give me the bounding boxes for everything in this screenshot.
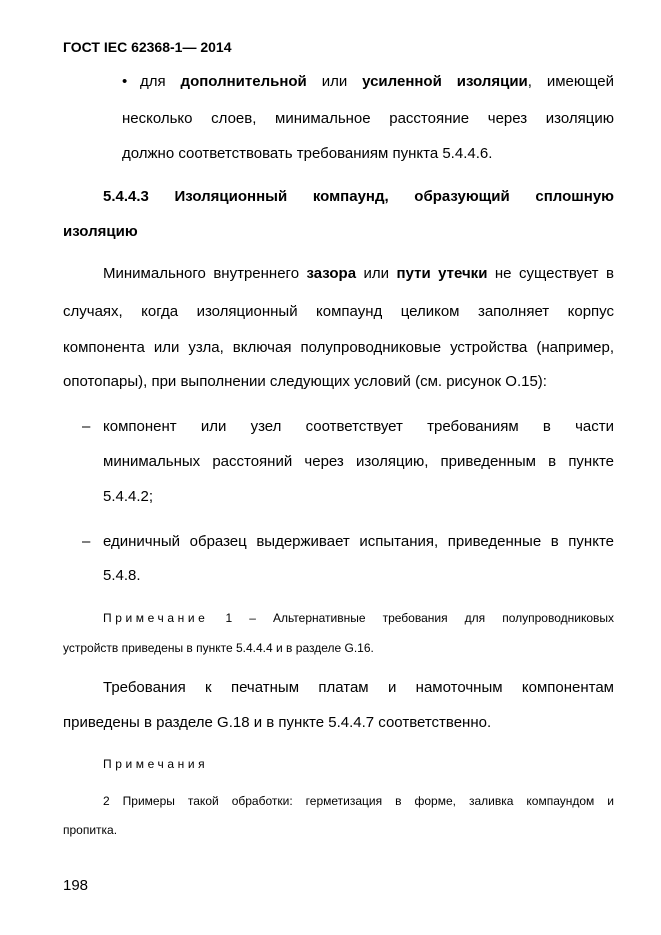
paragraph-2-line-2: приведены в разделе G.18 и в пункте 5.4.4.7 соответственно. (63, 714, 492, 731)
list-item-1-line-2: минимальных расстояний через изоляцию, приведенным в пункте (103, 453, 614, 470)
bullet-line-1 (140, 73, 614, 91)
note-1-line-1 (103, 611, 614, 626)
page-number: 198 (63, 877, 89, 894)
paragraph-1-line-4: опотопары), при выполнении следующих условий (см. рисунок О.15): (63, 373, 547, 390)
notes-label: Примечания (103, 757, 209, 771)
term-reinforced-insulation: усиленной изоляции (362, 73, 528, 90)
note-text: 1 – Альтернативные требования для полупроводниковых (208, 611, 614, 625)
list-item-marker: – (82, 418, 91, 435)
note-1-line-2: устройств приведены в пункте 5.4.4.4 и в разделе G.16. (63, 641, 374, 655)
text-run: не существует в (487, 265, 614, 282)
paragraph-1-line-1 (103, 265, 614, 283)
bullet-word: или (321, 73, 348, 90)
section-number: 5.4.4.3 (103, 188, 149, 205)
list-item-1-line-3: 5.4.4.2; (103, 488, 154, 505)
section-title-part: Изоляционный компаунд, образующий сплошную (174, 188, 614, 205)
list-item-marker: – (82, 533, 91, 550)
note-label: Примечание (103, 611, 209, 625)
section-heading-line-2: изоляцию (63, 223, 138, 240)
paragraph-1-line-3: компонента или узла, включая полупроводниковые устройства (например, (63, 339, 614, 356)
bullet-line-3: должно соответствовать требованиям пункта 5.4.4.6. (122, 145, 493, 162)
bullet-line-2: несколько слоев, минимальное расстояние через изоляцию (122, 110, 614, 127)
bullet-marker: • (122, 73, 128, 90)
bullet-word: , имеющей (527, 73, 615, 90)
list-item-2-line-2: 5.4.8. (103, 567, 141, 584)
bullet-word: для (140, 73, 166, 90)
text-run: Минимального внутреннего (103, 265, 307, 282)
term-clearance: зазора (306, 265, 357, 282)
paragraph-2-line-1: Требования к печатным платам и намоточным компонентам (103, 679, 614, 696)
term-additional-insulation: дополнительной (180, 73, 307, 90)
list-item-2-line-1: единичный образец выдерживает испытания, приведенные в пункте (103, 533, 614, 550)
list-item-1-line-1: компонент или узел соответствует требованиям в части (103, 418, 614, 435)
paragraph-1-line-2: случаях, когда изоляционный компаунд целиком заполняет корпус (63, 303, 614, 320)
notes-item-2-line-2: пропитка. (63, 823, 118, 837)
term-creepage-distance: пути утечки (396, 265, 488, 282)
text-run: или (356, 265, 397, 282)
document-header: ГОСТ IEC 62368-1— 2014 (63, 39, 232, 55)
section-heading-line-1 (103, 188, 614, 206)
notes-item-2-line-1: 2 Примеры такой обработки: герметизация в форме, заливка компаундом и (103, 794, 614, 808)
